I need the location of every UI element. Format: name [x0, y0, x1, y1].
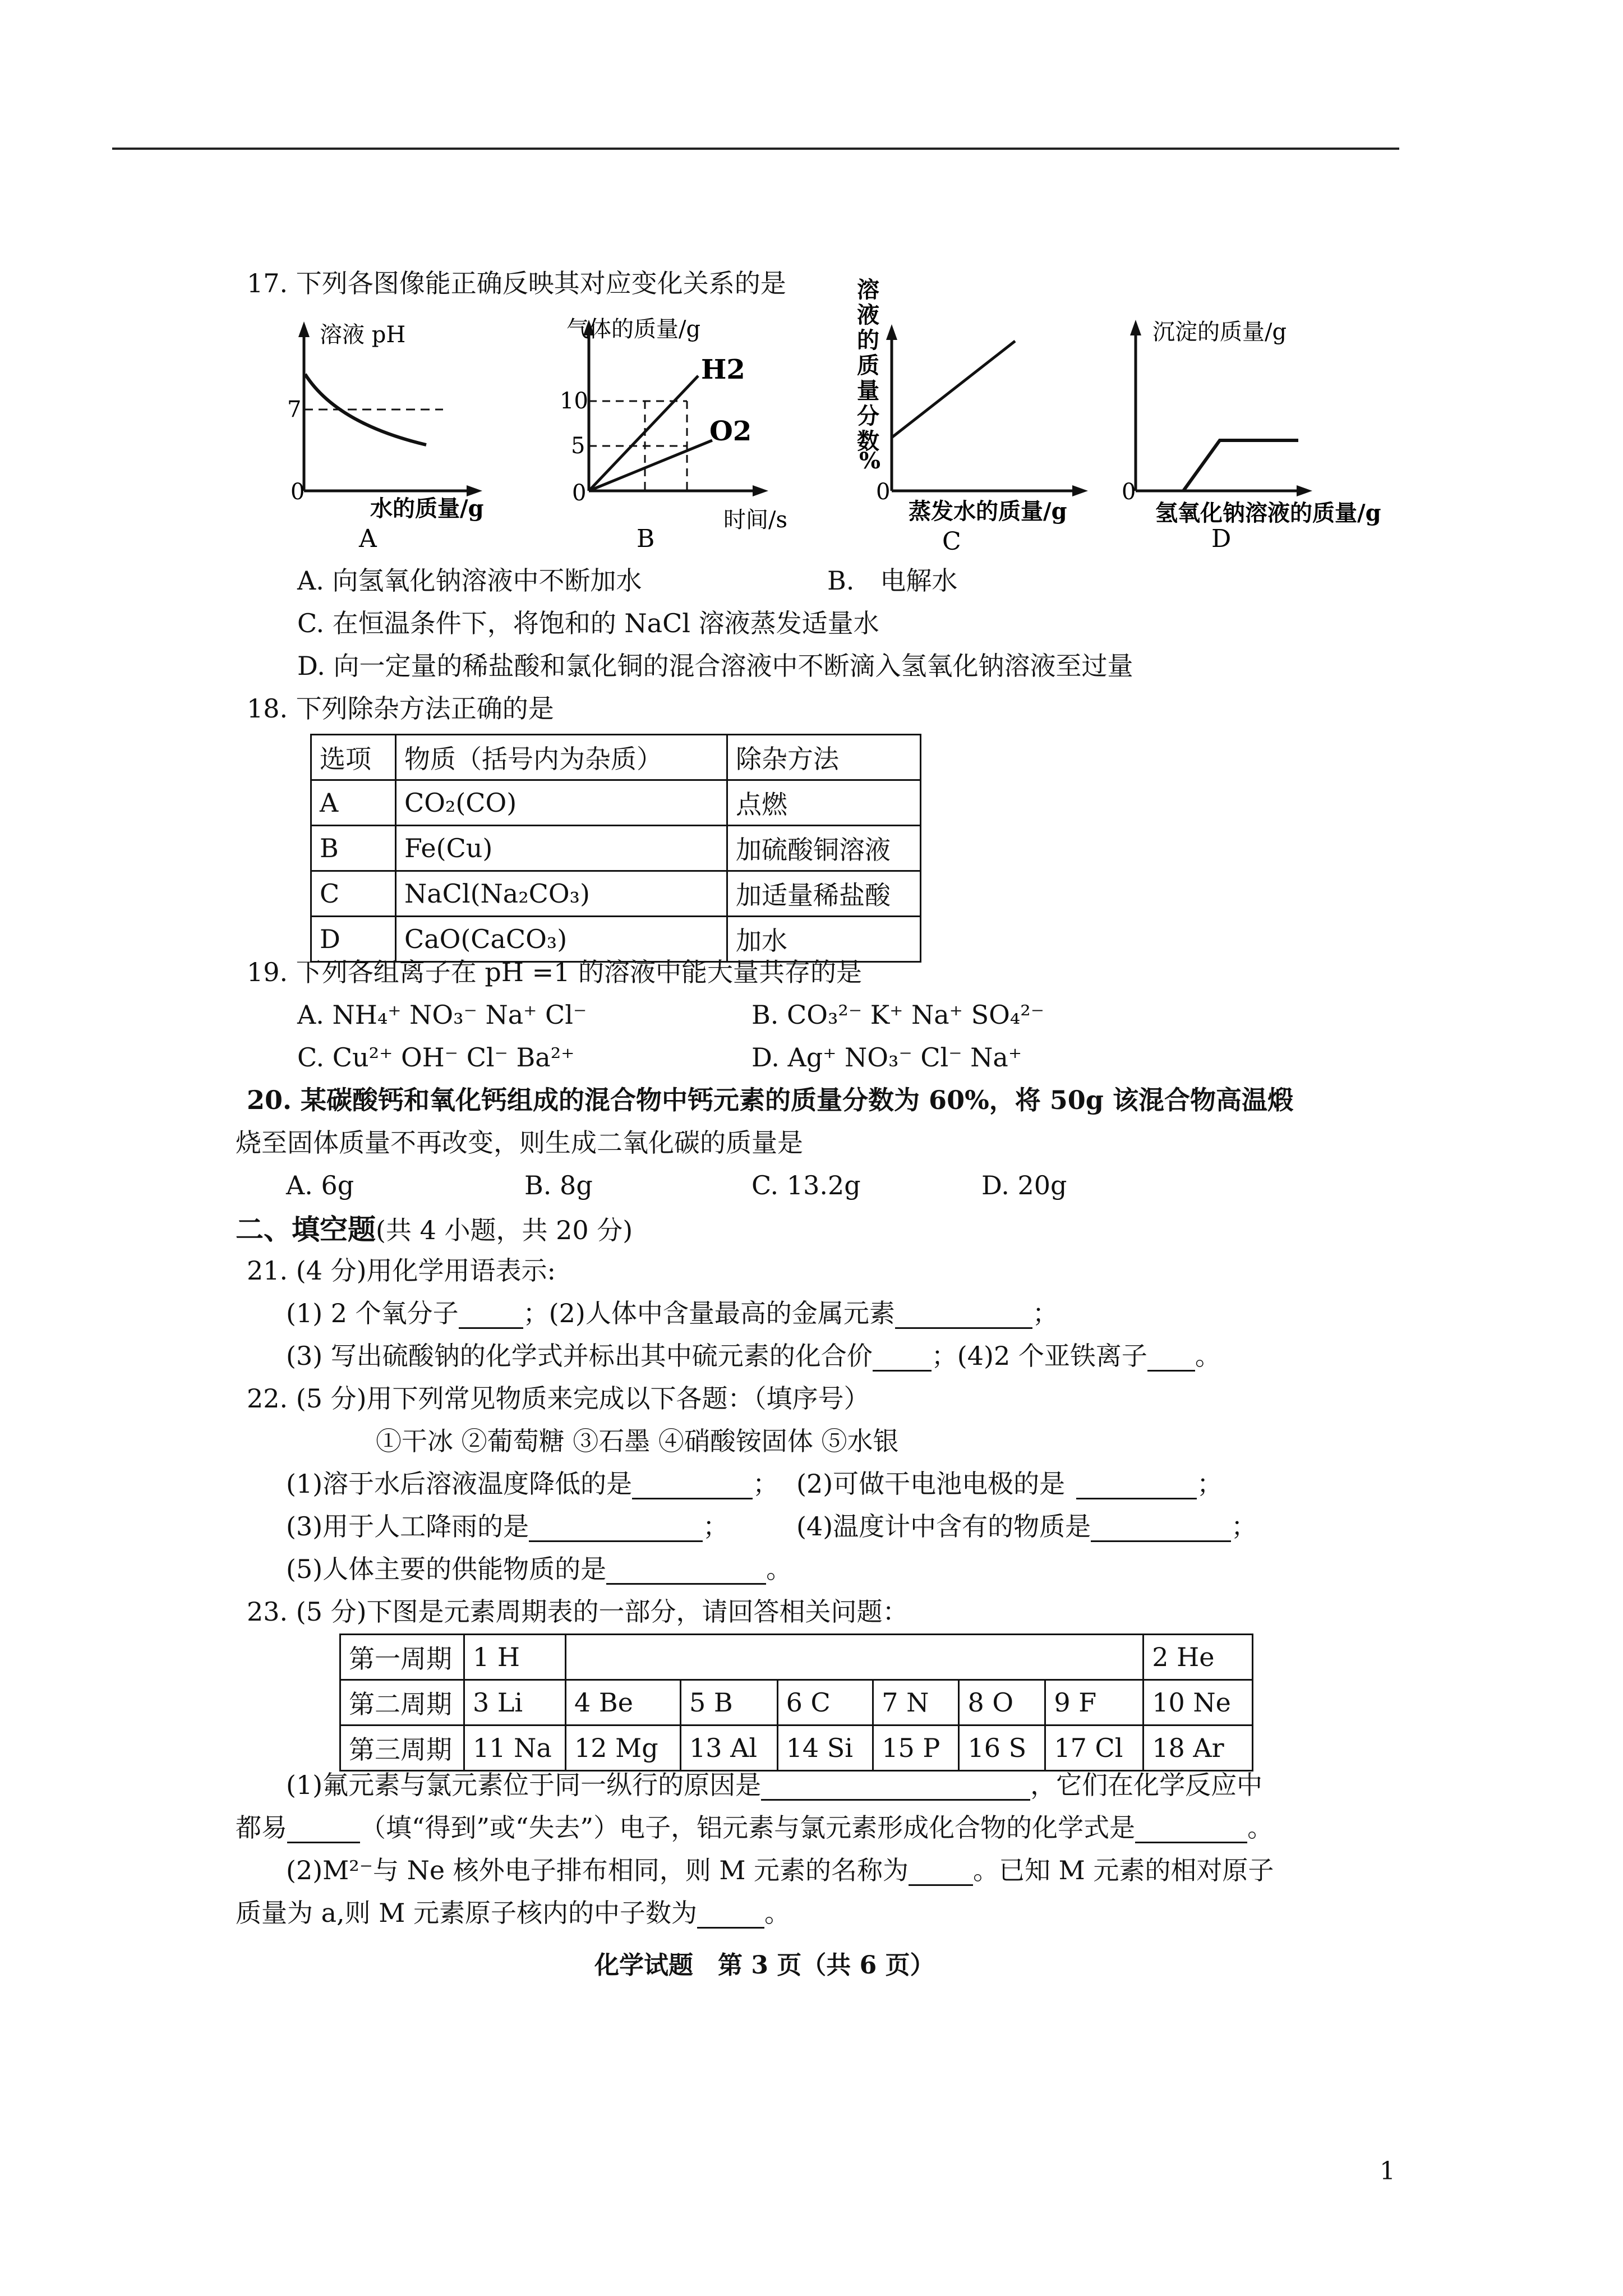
period-label: 第一周期 — [340, 1635, 464, 1680]
q18-cell: A — [311, 780, 396, 826]
q18-cell: CO₂(CO) — [396, 780, 727, 826]
q21-part-3-end: ； — [931, 1341, 957, 1371]
graph-c-xlabel: 蒸发水的质量/g — [909, 498, 1067, 524]
q21-line-1 — [286, 1298, 1058, 1329]
graph-b-ylabel: 气体的质量/g — [566, 316, 701, 342]
element-cell: 5 B — [681, 1680, 778, 1726]
q23-part-1e: 。 — [1247, 1812, 1274, 1843]
graph-b-origin: 0 — [572, 480, 587, 506]
q20-line2: 烧至固体质量不再改变，则生成二氧化碳的质量是 — [236, 1128, 803, 1158]
q23-blank-3[interactable] — [1135, 1816, 1247, 1843]
q17-stem: 17. 下列各图像能正确反映其对应变化关系的是 — [247, 268, 786, 298]
q20-line1: 20. 某碳酸钙和氧化钙组成的混合物中钙元素的质量分数为 60%，将 50g 该混合物高温煅 — [247, 1085, 1293, 1115]
q22-blank-5[interactable] — [606, 1557, 766, 1585]
element-cell: 11 Na — [464, 1726, 566, 1771]
element-cell: 1 H — [464, 1635, 566, 1680]
empty-cell — [566, 1635, 1144, 1680]
period-label: 第三周期 — [340, 1726, 464, 1771]
q22-line-1 — [286, 1469, 778, 1499]
q18-cell: CaO(CaCO₃) — [396, 917, 727, 962]
q22-part-2: (2)可做干电池电极的是 — [796, 1469, 1066, 1499]
graph-a-origin: 0 — [291, 479, 305, 505]
graph-d — [1122, 314, 1413, 550]
graph-b-ytick-5: 5 — [571, 433, 585, 459]
q22-blank-1[interactable] — [632, 1472, 753, 1499]
q21-part-1-end: ； — [523, 1298, 549, 1328]
q20-option-a: A. 6g — [286, 1170, 354, 1200]
q22-part-3: (3)用于人工降雨的是 — [286, 1511, 529, 1542]
q22-part-2-end: ； — [1197, 1469, 1223, 1499]
element-cell: 15 P — [873, 1726, 959, 1771]
q18-stem: 18. 下列除杂方法正确的是 — [247, 693, 554, 724]
graph-d-xlabel: 氢氧化钠溶液的质量/g — [1155, 500, 1381, 526]
element-cell: 12 Mg — [566, 1726, 681, 1771]
q18-row — [311, 780, 921, 826]
q22-part-1-end: ； — [753, 1469, 779, 1499]
graph-c — [852, 269, 1122, 555]
q22-blank-2[interactable] — [1076, 1472, 1197, 1499]
q18-cell: B — [311, 826, 396, 871]
q21-stem: 21. (4 分)用化学用语表示: — [247, 1255, 556, 1286]
q23-part-1d: （填“得到”或“失去”）电子，铝元素与氯元素形成化合物的化学式是 — [360, 1812, 1136, 1843]
period-row-1 — [340, 1635, 1253, 1680]
q23-blank-2[interactable] — [287, 1816, 360, 1843]
page-number: 1 — [1380, 2157, 1395, 2185]
element-cell: 10 Ne — [1144, 1680, 1253, 1726]
q21-part-2-end: ； — [1032, 1298, 1058, 1328]
graph-b-xlabel: 时间/s — [723, 507, 788, 533]
graph-c-letter: C — [942, 527, 961, 555]
graph-b-o2: O2 — [709, 416, 752, 447]
q19-option-c: C. Cu²⁺ OH⁻ Cl⁻ Ba²⁺ — [297, 1042, 575, 1073]
graph-d-letter: D — [1211, 524, 1232, 550]
graph-a-ylabel: 溶液 pH — [320, 322, 406, 348]
graph-b — [555, 314, 824, 550]
q18-row — [311, 917, 921, 962]
graph-c-origin: 0 — [876, 479, 891, 505]
q23-part-2c: 质量为 a,则 M 元素原子核内的中子数为 — [236, 1898, 698, 1928]
element-cell: 16 S — [959, 1726, 1045, 1771]
element-cell: 9 F — [1045, 1680, 1144, 1726]
section-2-title: 二、填空题 — [236, 1213, 376, 1246]
q18-table — [310, 734, 921, 963]
graph-b-letter: B — [637, 524, 655, 550]
q22-blank-3[interactable] — [529, 1515, 703, 1542]
q23-line-1 — [286, 1770, 1262, 1801]
q18-cell: 点燃 — [727, 780, 921, 826]
periodic-table — [339, 1634, 1253, 1772]
q23-line-4 — [236, 1898, 790, 1929]
q22-part-4-end: ； — [1231, 1511, 1257, 1542]
element-cell: 18 Ar — [1144, 1726, 1253, 1771]
q18-cell: 加适量稀盐酸 — [727, 871, 921, 917]
q21-part-1: (1) 2 个氧分子 — [286, 1298, 459, 1328]
q23-part-2d: 。 — [764, 1898, 791, 1928]
period-row-2 — [340, 1680, 1253, 1726]
q17-option-d: D. 向一定量的稀盐酸和氯化铜的混合溶液中不断滴入氢氧化钠溶液至过量 — [297, 651, 1133, 681]
q18-row — [311, 826, 921, 871]
q18-cell: C — [311, 871, 396, 917]
q18-row — [311, 871, 921, 917]
q18-cell: NaCl(Na₂CO₃) — [396, 871, 727, 917]
q21-blank-3[interactable] — [873, 1344, 932, 1372]
section-2-heading — [236, 1213, 633, 1246]
q19-stem: 19. 下列各组离子在 pH =1 的溶液中能大量共存的是 — [247, 957, 863, 987]
q21-part-2: (2)人体中含量最高的金属元素 — [548, 1298, 895, 1328]
q20-option-d: D. 20g — [981, 1170, 1067, 1200]
footer-text: 化学试题 第 3 页（共 6 页） — [594, 1951, 935, 1980]
element-cell: 14 Si — [777, 1726, 873, 1771]
q18-cell: 加水 — [727, 917, 921, 962]
q23-part-2b: 。已知 M 元素的相对原子 — [973, 1855, 1274, 1885]
q18-cell: Fe(Cu) — [396, 826, 727, 871]
element-cell: 8 O — [959, 1680, 1045, 1726]
q20-option-b: B. 8g — [524, 1170, 593, 1200]
q22-part-5-end: 。 — [766, 1554, 792, 1584]
q22-items: ①干冰 ②葡萄糖 ③石墨 ④硝酸铵固体 ⑤水银 — [376, 1426, 899, 1456]
element-cell: 3 Li — [464, 1680, 566, 1726]
graph-d-ylabel: 沉淀的质量/g — [1152, 319, 1287, 345]
q23-blank-5[interactable] — [697, 1901, 764, 1929]
q17-option-b: B. 电解水 — [827, 565, 958, 596]
q20-option-c: C. 13.2g — [751, 1170, 861, 1200]
q21-part-4: (4)2 个亚铁离子 — [957, 1341, 1147, 1371]
graph-b-h2: H2 — [701, 354, 745, 385]
period-row-3 — [340, 1726, 1253, 1771]
element-cell: 13 Al — [681, 1726, 778, 1771]
q22-line-4 — [796, 1511, 1257, 1542]
q23-line-2 — [236, 1812, 1273, 1843]
q21-blank-2[interactable] — [895, 1301, 1032, 1329]
q19-option-d: D. Ag⁺ NO₃⁻ Cl⁻ Na⁺ — [751, 1042, 1022, 1073]
graph-a-xlabel: 水的质量/g — [370, 495, 484, 522]
q19-option-b: B. CO₃²⁻ K⁺ Na⁺ SO₄²⁻ — [751, 1000, 1044, 1030]
section-2-note: (共 4 小题，共 20 分) — [376, 1215, 633, 1245]
q19-option-a: A. NH₄⁺ NO₃⁻ Na⁺ Cl⁻ — [297, 1000, 587, 1030]
q22-part-3-end: ； — [703, 1511, 729, 1542]
q21-part-3: (3) 写出硫酸钠的化学式并标出其中硫元素的化合价 — [286, 1341, 873, 1371]
q23-part-1a: (1)氟元素与氯元素位于同一纵行的原因是 — [286, 1770, 762, 1800]
element-cell: 17 Cl — [1045, 1726, 1144, 1771]
element-cell: 4 Be — [566, 1680, 681, 1726]
graph-a-ytick: 7 — [287, 397, 302, 422]
q22-part-4: (4)温度计中含有的物质是 — [796, 1511, 1091, 1542]
top-rule — [112, 148, 1399, 150]
q22-part-1: (1)溶于水后溶液温度降低的是 — [286, 1469, 633, 1499]
graph-c-ylabel: 溶液的 质量分 数% — [857, 277, 881, 474]
q22-stem: 22. (5 分)用下列常见物质来完成以下各题：（填序号） — [247, 1383, 870, 1414]
graph-a-letter: A — [359, 524, 377, 553]
q22-blank-4[interactable] — [1091, 1515, 1231, 1542]
q22-line-3 — [286, 1511, 728, 1542]
q17-option-a: A. 向氢氧化钠溶液中不断加水 — [297, 565, 642, 596]
q21-blank-4[interactable] — [1147, 1344, 1195, 1372]
q23-blank-1[interactable] — [761, 1773, 1030, 1801]
q21-blank-1[interactable] — [459, 1301, 523, 1329]
q18-header-cell: 除杂方法 — [727, 735, 921, 780]
graph-a — [275, 317, 510, 553]
q21-part-4-end: 。 — [1195, 1341, 1221, 1371]
period-label: 第二周期 — [340, 1680, 464, 1726]
q18-cell: D — [311, 917, 396, 962]
q23-blank-4[interactable] — [909, 1858, 973, 1886]
q18-header-cell: 物质（括号内为杂质） — [396, 735, 727, 780]
q22-line-2 — [796, 1469, 1223, 1499]
q23-line-3 — [286, 1855, 1274, 1886]
q22-line-5 — [286, 1554, 792, 1585]
q23-stem: 23. (5 分)下图是元素周期表的一部分，请回答相关问题： — [247, 1596, 909, 1627]
element-cell: 7 N — [873, 1680, 959, 1726]
q18-header-row — [311, 735, 921, 780]
q23-part-1c: 都易 — [236, 1812, 287, 1843]
q17-option-c: C. 在恒温条件下，将饱和的 NaCl 溶液蒸发适量水 — [297, 608, 879, 638]
element-cell: 2 He — [1144, 1635, 1253, 1680]
q18-cell: 加硫酸铜溶液 — [727, 826, 921, 871]
graph-b-ytick-10: 10 — [560, 388, 588, 414]
q18-header-cell: 选项 — [311, 735, 396, 780]
q23-part-1b: ，它们在化学反应中 — [1030, 1770, 1263, 1800]
q23-part-2a: (2)M²⁻与 Ne 核外电子排布相同，则 M 元素的名称为 — [286, 1855, 909, 1885]
q21-line-2 — [286, 1341, 1221, 1372]
element-cell: 6 C — [777, 1680, 873, 1726]
graph-d-origin: 0 — [1122, 479, 1136, 505]
q22-part-5: (5)人体主要的供能物质的是 — [286, 1554, 607, 1584]
